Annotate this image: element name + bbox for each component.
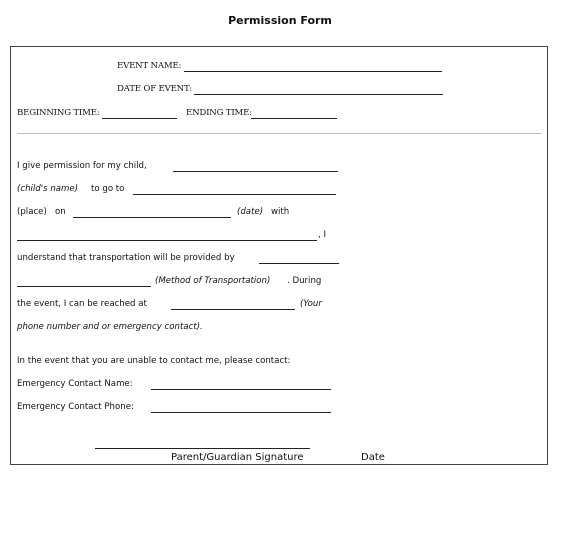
emergency-name-field[interactable] [151, 389, 331, 390]
chaperone-field[interactable] [17, 240, 317, 241]
emergency-name-label: Emergency Contact Name: [17, 379, 133, 389]
section-divider [17, 133, 541, 134]
phone-contact-text: phone number and or emergency contact). [17, 322, 203, 332]
transport-provider-field[interactable] [259, 263, 339, 264]
date-of-event-label: DATE OF EVENT: [117, 84, 192, 94]
guardian-signature-label: Parent/Guardian Signature [171, 452, 304, 463]
transport-method-field[interactable] [17, 286, 151, 287]
event-name-label: EVENT NAME: [117, 61, 182, 71]
during-label: . During [287, 276, 322, 286]
ending-time-field[interactable] [251, 118, 337, 119]
date-field[interactable] [73, 217, 231, 218]
beginning-time-label: BEGINNING TIME: [17, 108, 100, 118]
permission-text: I give permission for my child, [17, 161, 147, 171]
reached-text: the event, I can be reached at [17, 299, 147, 309]
place-field[interactable] [133, 194, 336, 195]
place-label: (place) [17, 207, 47, 217]
emergency-phone-field[interactable] [151, 412, 331, 413]
emergency-phone-label: Emergency Contact Phone: [17, 402, 134, 412]
childs-name-label: (child's name) [17, 184, 79, 194]
date-label-inline: (date) [237, 207, 264, 217]
i-text: , I [318, 230, 326, 240]
ending-time-label: ENDING TIME: [186, 108, 252, 118]
signature-field[interactable] [95, 448, 310, 449]
beginning-time-field[interactable] [102, 118, 177, 119]
contact-field[interactable] [171, 309, 295, 310]
permission-form [10, 46, 548, 465]
form-title: Permission Form [228, 14, 332, 27]
go-to-label: to go to [91, 184, 125, 194]
method-of-transport-label: (Method of Transportation) [155, 276, 271, 286]
on-label: on [55, 207, 66, 217]
event-name-field[interactable] [184, 71, 442, 72]
unable-contact-text: In the event that you are unable to contact me, please contact: [17, 356, 291, 366]
with-label: with [271, 207, 290, 217]
your-label: (Your [300, 299, 322, 309]
transport-text: understand that transportation will be provided by [17, 253, 235, 263]
child-name-field[interactable] [173, 171, 338, 172]
date-label: Date [361, 452, 385, 463]
date-of-event-field[interactable] [194, 94, 443, 95]
